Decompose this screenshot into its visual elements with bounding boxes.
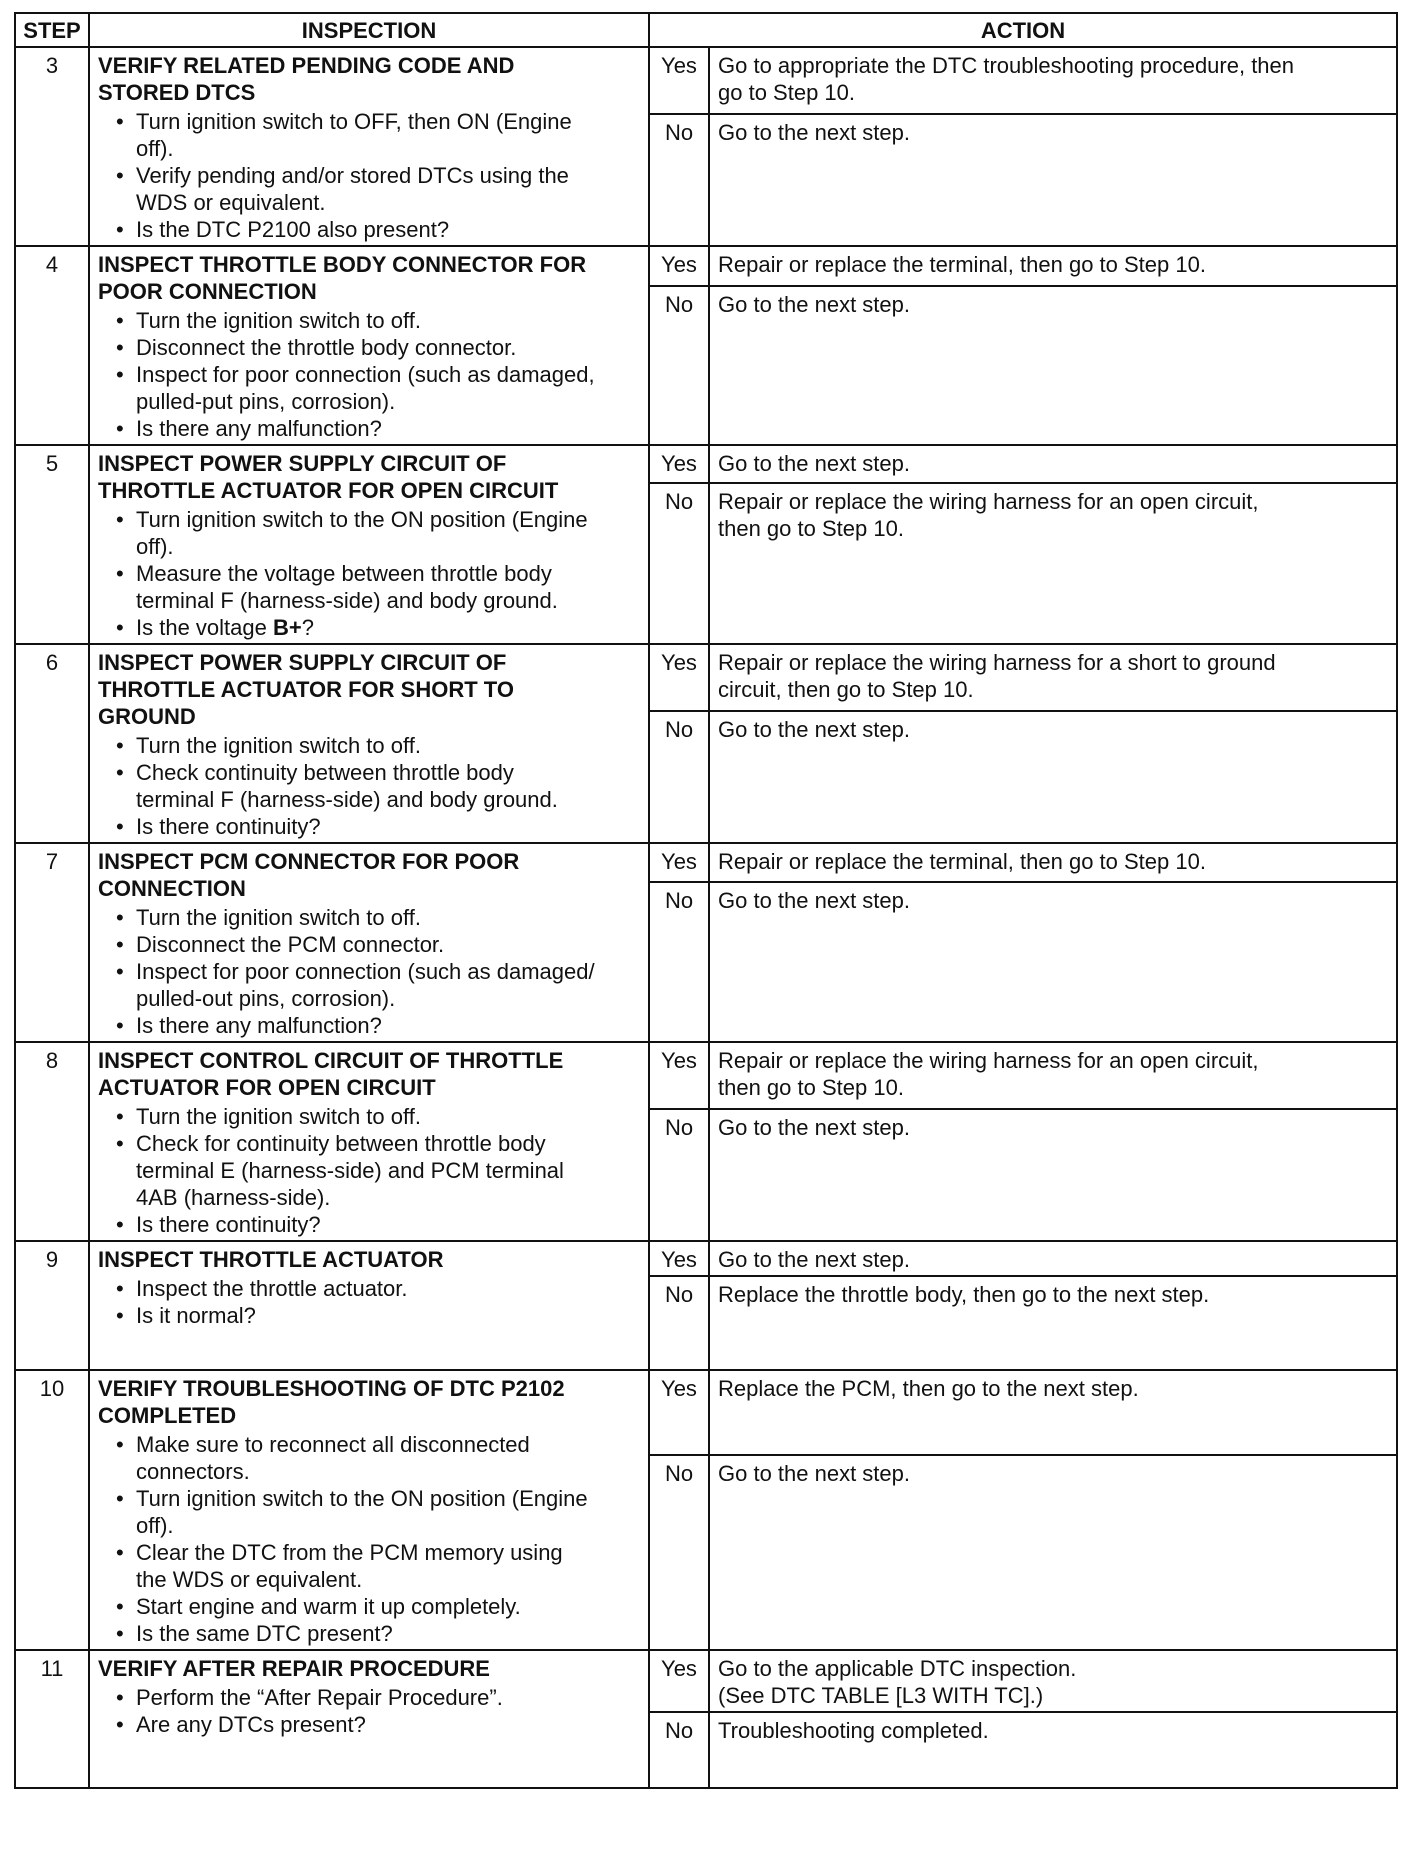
text-line: Are any DTCs present? xyxy=(136,1712,366,1737)
inspection-cell xyxy=(89,1650,649,1788)
no-label: No xyxy=(649,483,709,644)
text-line: Go to the next step. xyxy=(718,291,911,317)
inspection-bullet xyxy=(124,931,640,958)
inspection-title xyxy=(98,1655,640,1682)
text-line: go to Step 10. xyxy=(718,80,855,105)
text-line: Turn the ignition switch to off. xyxy=(136,308,421,333)
yes-action xyxy=(709,1370,1397,1455)
text-line: off). xyxy=(136,136,174,161)
text-line: Repair or replace the wiring harness for an open circuit, xyxy=(718,1048,1259,1073)
inspection-bullet xyxy=(124,1012,640,1039)
inspection-title xyxy=(98,649,640,730)
inspection-title xyxy=(98,251,640,305)
inspection-title xyxy=(98,450,640,504)
text-line: Go to the next step. xyxy=(718,120,911,146)
inspection-bullet xyxy=(124,1302,640,1329)
inspection-bullet xyxy=(124,1211,640,1238)
yes-action xyxy=(709,47,1397,114)
inspection-bullet xyxy=(124,1539,640,1593)
inspection-bullet xyxy=(124,1711,640,1738)
table-row-step-7 xyxy=(15,843,1397,882)
text-line: pulled-out pins, corrosion). xyxy=(136,986,396,1011)
text-line: Go to the applicable DTC inspection. xyxy=(718,1656,1077,1681)
text-line: Disconnect the throttle body connector. xyxy=(136,335,517,360)
text-line: WDS or equivalent. xyxy=(136,190,326,215)
inspection-title xyxy=(98,848,640,902)
inspection-bullet xyxy=(124,1103,640,1130)
text-line: off). xyxy=(136,1513,174,1538)
text-line: Repair or replace the wiring harness for an open circuit, xyxy=(718,489,1259,515)
inspection-bullet xyxy=(124,506,640,560)
text-line: Is there continuity? xyxy=(136,814,321,839)
step-number: 6 xyxy=(15,644,89,843)
inspection-cell xyxy=(89,843,649,1042)
table-row-step-10 xyxy=(15,1370,1397,1455)
text-line: Make sure to reconnect all disconnected xyxy=(136,1432,530,1457)
text-line: (See DTC TABLE [L3 WITH TC].) xyxy=(718,1683,1044,1708)
step-number: 8 xyxy=(15,1042,89,1241)
text-line: CONNECTION xyxy=(98,876,246,901)
text-line: THROTTLE ACTUATOR FOR OPEN CIRCUIT xyxy=(98,478,559,503)
no-label: No xyxy=(649,114,709,246)
text-line: Is there any malfunction? xyxy=(136,1013,382,1038)
text-line: Measure the voltage between throttle body xyxy=(136,561,552,586)
text-line: INSPECT THROTTLE ACTUATOR xyxy=(98,1247,444,1272)
text-line: pulled-put pins, corrosion). xyxy=(136,389,396,414)
inspection-bullet xyxy=(124,162,640,216)
step-number: 5 xyxy=(15,445,89,644)
inspection-bullets xyxy=(98,506,640,641)
text-line: Replace the PCM, then go to the next step. xyxy=(718,1376,1139,1401)
inspection-cell xyxy=(89,1241,649,1370)
text-line: Turn the ignition switch to off. xyxy=(136,1104,421,1129)
table-row-step-5 xyxy=(15,445,1397,483)
inspection-bullet xyxy=(124,307,640,334)
text-line: VERIFY TROUBLESHOOTING OF DTC P2102 xyxy=(98,1376,565,1401)
no-action xyxy=(709,1455,1397,1650)
inspection-bullet xyxy=(124,334,640,361)
text-line: circuit, then go to Step 10. xyxy=(718,677,974,702)
text-line: then go to Step 10. xyxy=(718,1075,904,1100)
no-action xyxy=(709,114,1397,246)
text-line: Go to the next step. xyxy=(718,888,911,914)
no-label: No xyxy=(649,1276,709,1370)
header-step: STEP xyxy=(15,13,89,47)
text-line: STORED DTCS xyxy=(98,80,256,105)
text-line: VERIFY RELATED PENDING CODE AND xyxy=(98,53,515,78)
inspection-bullet xyxy=(124,361,640,415)
inspection-cell xyxy=(89,246,649,445)
text-line: INSPECT POWER SUPPLY CIRCUIT OF xyxy=(98,451,507,476)
text-line: Go to the next step. xyxy=(718,1247,911,1272)
text-line: INSPECT THROTTLE BODY CONNECTOR FOR xyxy=(98,252,587,277)
text-line: Perform the “After Repair Procedure”. xyxy=(136,1685,503,1710)
table-row-step-11 xyxy=(15,1650,1397,1712)
text-line: Is it normal? xyxy=(136,1303,256,1328)
yes-label: Yes xyxy=(649,246,709,286)
inspection-cell xyxy=(89,1042,649,1241)
yes-action xyxy=(709,445,1397,483)
inspection-bullet xyxy=(124,958,640,1012)
text-line: Inspect for poor connection (such as damaged/ xyxy=(136,959,595,984)
dtc-troubleshooting-table xyxy=(14,12,1398,1789)
inspection-bullet xyxy=(124,1593,640,1620)
text-line: Turn ignition switch to OFF, then ON (Engine xyxy=(136,109,572,134)
text-line: GROUND xyxy=(98,704,196,729)
text-line: 4AB (harness-side). xyxy=(136,1185,331,1210)
text-line: the WDS or equivalent. xyxy=(136,1567,363,1592)
inspection-cell xyxy=(89,1370,649,1650)
yes-action xyxy=(709,644,1397,711)
inspection-bullet xyxy=(124,108,640,162)
table-row-step-4 xyxy=(15,246,1397,286)
inspection-bullet xyxy=(124,560,640,614)
step-number: 11 xyxy=(15,1650,89,1788)
table-row-step-9 xyxy=(15,1241,1397,1276)
table-body xyxy=(15,47,1397,1788)
yes-label: Yes xyxy=(649,843,709,882)
no-action xyxy=(709,483,1397,644)
no-action xyxy=(709,882,1397,1042)
text-line: Repair or replace the wiring harness for a short to ground xyxy=(718,650,1276,675)
text-line: off). xyxy=(136,534,174,559)
inspection-bullet xyxy=(124,759,640,813)
inspection-bullets xyxy=(98,1103,640,1238)
inspection-bullet xyxy=(124,415,640,442)
text-line: Go to the next step. xyxy=(718,451,911,476)
inspection-bullet xyxy=(124,904,640,931)
yes-action xyxy=(709,1241,1397,1276)
step-number: 4 xyxy=(15,246,89,445)
inspection-bullets xyxy=(98,1275,640,1329)
text-line: Repair or replace the terminal, then go to Step 10. xyxy=(718,252,1206,277)
text-line: Turn ignition switch to the ON position (Engine xyxy=(136,507,588,532)
no-label: No xyxy=(649,882,709,1042)
text-line: Go to the next step. xyxy=(718,1460,911,1486)
inspection-cell xyxy=(89,47,649,246)
yes-action xyxy=(709,843,1397,882)
table-row-step-6 xyxy=(15,644,1397,711)
yes-label: Yes xyxy=(649,445,709,483)
header-row xyxy=(15,13,1397,47)
yes-label: Yes xyxy=(649,1241,709,1276)
text-line: COMPLETED xyxy=(98,1403,237,1428)
step-number: 7 xyxy=(15,843,89,1042)
text-line: VERIFY AFTER REPAIR PROCEDURE xyxy=(98,1656,490,1681)
text-line: terminal E (harness-side) and PCM terminal xyxy=(136,1158,564,1183)
text-line: INSPECT CONTROL CIRCUIT OF THROTTLE xyxy=(98,1048,564,1073)
text-line: Go to the next step. xyxy=(718,717,911,743)
text-line: ACTUATOR FOR OPEN CIRCUIT xyxy=(98,1075,436,1100)
inspection-bullet xyxy=(124,614,640,641)
inspection-bullet xyxy=(124,732,640,759)
header-action: ACTION xyxy=(649,13,1397,47)
inspection-bullets xyxy=(98,904,640,1039)
text-line: terminal F (harness-side) and body ground. xyxy=(136,588,558,613)
inspection-bullet xyxy=(124,1684,640,1711)
inspection-title xyxy=(98,1047,640,1101)
text-line: Is there any malfunction? xyxy=(136,416,382,441)
text-line: Is the DTC P2100 also present? xyxy=(136,217,450,242)
text-line: Go to appropriate the DTC troubleshooting procedure, then xyxy=(718,53,1295,78)
yes-label: Yes xyxy=(649,1042,709,1109)
inspection-bullet xyxy=(124,1130,640,1211)
inspection-bullet xyxy=(124,1485,640,1539)
text-line: Is the voltage xyxy=(136,615,273,640)
no-label: No xyxy=(649,1712,709,1788)
text-line: Go to the next step. xyxy=(718,1115,911,1141)
no-label: No xyxy=(649,1109,709,1241)
inspection-bullet xyxy=(124,216,640,243)
text-line: Is the same DTC present? xyxy=(136,1621,393,1646)
inspection-bullets xyxy=(98,108,640,243)
text-line: INSPECT PCM CONNECTOR FOR POOR xyxy=(98,849,520,874)
yes-action xyxy=(709,246,1397,286)
text-line: then go to Step 10. xyxy=(718,516,904,542)
yes-action xyxy=(709,1042,1397,1109)
no-label: No xyxy=(649,1455,709,1650)
header-inspection: INSPECTION xyxy=(89,13,649,47)
text-line: Repair or replace the terminal, then go to Step 10. xyxy=(718,849,1206,874)
table-row-step-8 xyxy=(15,1042,1397,1109)
text-line: terminal F (harness-side) and body ground. xyxy=(136,787,558,812)
yes-label: Yes xyxy=(649,644,709,711)
yes-label: Yes xyxy=(649,47,709,114)
text-line: Inspect the throttle actuator. xyxy=(136,1276,408,1301)
inspection-bullets xyxy=(98,1431,640,1647)
text-line: Troubleshooting completed. xyxy=(718,1718,989,1743)
inspection-cell xyxy=(89,445,649,644)
inspection-title xyxy=(98,52,640,106)
yes-label: Yes xyxy=(649,1370,709,1455)
voltage-value: B+ xyxy=(272,615,302,640)
inspection-bullets xyxy=(98,732,640,840)
table-row-step-3 xyxy=(15,47,1397,114)
text-line: Check for continuity between throttle body xyxy=(136,1131,546,1156)
yes-label: Yes xyxy=(649,1650,709,1712)
text-line: Turn ignition switch to the ON position (Engine xyxy=(136,1486,588,1511)
text-line: INSPECT POWER SUPPLY CIRCUIT OF xyxy=(98,650,507,675)
question-mark: ? xyxy=(301,615,314,640)
inspection-bullet xyxy=(124,813,640,840)
text-line: Turn the ignition switch to off. xyxy=(136,733,421,758)
no-action xyxy=(709,1712,1397,1788)
step-number: 10 xyxy=(15,1370,89,1650)
text-line: Turn the ignition switch to off. xyxy=(136,905,421,930)
inspection-bullet xyxy=(124,1620,640,1647)
text-line: Disconnect the PCM connector. xyxy=(136,932,445,957)
inspection-title xyxy=(98,1375,640,1429)
text-line: Check continuity between throttle body xyxy=(136,760,514,785)
no-label: No xyxy=(649,286,709,445)
step-number: 9 xyxy=(15,1241,89,1370)
step-number: 3 xyxy=(15,47,89,246)
text-line: POOR CONNECTION xyxy=(98,279,317,304)
no-action xyxy=(709,1109,1397,1241)
no-action xyxy=(709,1276,1397,1370)
text-line: Is there continuity? xyxy=(136,1212,321,1237)
text-line: Start engine and warm it up completely. xyxy=(136,1594,521,1619)
inspection-bullet xyxy=(124,1275,640,1302)
no-action xyxy=(709,286,1397,445)
inspection-bullet xyxy=(124,1431,640,1485)
yes-action xyxy=(709,1650,1397,1712)
no-action xyxy=(709,711,1397,843)
text-line: Replace the throttle body, then go to the next step. xyxy=(718,1282,1210,1307)
inspection-bullets xyxy=(98,1684,640,1738)
inspection-title xyxy=(98,1246,640,1273)
text-line: connectors. xyxy=(136,1459,250,1484)
text-line: Verify pending and/or stored DTCs using the xyxy=(136,163,569,188)
text-line: Clear the DTC from the PCM memory using xyxy=(136,1540,563,1565)
inspection-bullets xyxy=(98,307,640,442)
inspection-cell xyxy=(89,644,649,843)
no-label: No xyxy=(649,711,709,843)
text-line: Inspect for poor connection (such as damaged, xyxy=(136,362,595,387)
text-line: THROTTLE ACTUATOR FOR SHORT TO xyxy=(98,677,514,702)
